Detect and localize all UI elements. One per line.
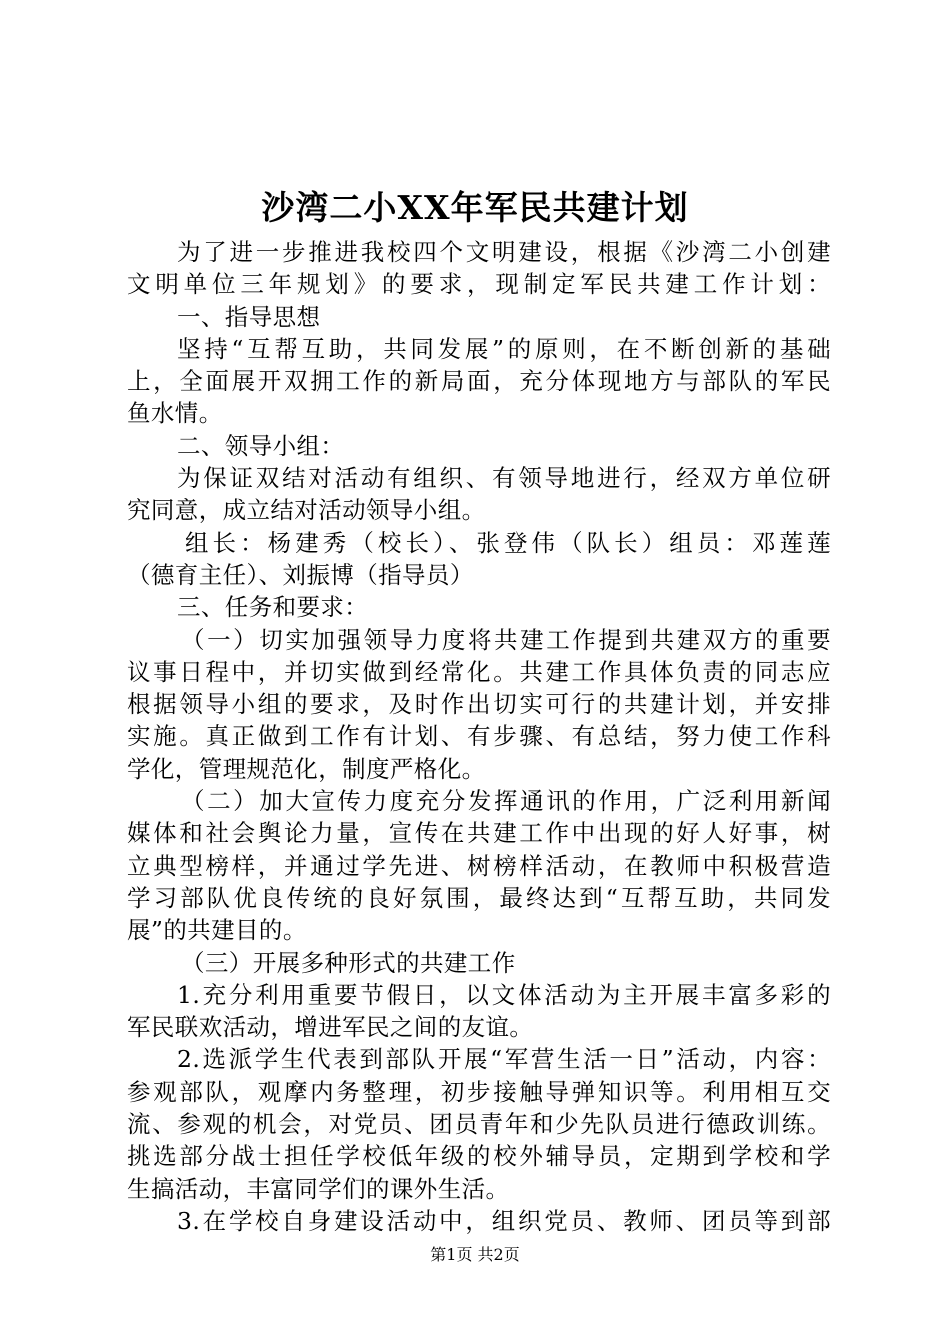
text-line: 坚持“互帮互助，共同发展”的原则，在不断创新的基础	[177, 334, 831, 363]
text-line: 究同意，成立结对活动领导小组。	[127, 496, 486, 525]
page-number-footer: 第1页 共2页	[430, 1245, 520, 1264]
document-body	[127, 236, 831, 1237]
text-line: 根据领导小组的要求，及时作出切实可行的共建计划，并安排	[127, 690, 831, 719]
text-line: （二）加大宣传力度充分发挥通讯的作用，广泛利用新闻	[181, 787, 831, 816]
text-line: 议事日程中，并切实做到经常化。共建工作具体负责的同志应	[127, 657, 831, 686]
text-line: 军民联欢活动，增进军民之间的友谊。	[127, 1013, 534, 1042]
text-line: 参观部队，观摩内务整理，初步接触导弹知识等。利用相互交	[127, 1077, 831, 1106]
section-heading: 一、指导思想	[177, 302, 321, 331]
text-line: 为了进一步推进我校四个文明建设，根据《沙湾二小创建	[177, 238, 831, 266]
text-line: 立典型榜样，并通过学先进、树榜样活动，在教师中积极营造	[127, 851, 831, 880]
text-line: 组长：杨建秀（校长）、张登伟（队长）组员：邓莲莲	[185, 528, 831, 557]
text-line: 2.选派学生代表到部队开展“军营生活一日”活动，内容：	[177, 1045, 831, 1074]
text-line: 学化，管理规范化，制度严格化。	[127, 754, 486, 783]
section-heading: 二、领导小组：	[177, 431, 345, 460]
text-line: 流、参观的机会，对党员、团员青年和少先队员进行德政训练。	[127, 1110, 831, 1139]
section-heading: （三）开展多种形式的共建工作	[181, 948, 516, 977]
text-line: 实施。真正做到工作有计划、有步骤、有总结，努力使工作科	[127, 722, 831, 751]
text-line: 展”的共建目的。	[127, 916, 307, 945]
text-line: 鱼水情。	[127, 399, 223, 428]
text-line: 3.在学校自身建设活动中，组织党员、教师、团员等到部	[177, 1206, 831, 1235]
text-line: 为保证双结对活动有组织、有领导地进行，经双方单位研	[177, 464, 831, 493]
text-line: 1.充分利用重要节假日，以文体活动为主开展丰富多彩的	[177, 980, 831, 1009]
section-heading: 三、任务和要求：	[177, 593, 369, 622]
text-line: 上，全面展开双拥工作的新局面，充分体现地方与部队的军民	[127, 367, 831, 396]
text-line: 学习部队优良传统的良好氛围，最终达到“互帮互助，共同发	[127, 883, 831, 912]
text-line: 文明单位三年规划》的要求，现制定军民共建工作计划：	[127, 270, 831, 299]
text-line: （德育主任）、刘振博（指导员）	[127, 560, 474, 589]
text-line: （一）切实加强领导力度将共建工作提到共建双方的重要	[181, 625, 831, 654]
document-title: 沙湾二小XX年军民共建计划	[261, 188, 689, 227]
text-line: 媒体和社会舆论力量，宣传在共建工作中出现的好人好事，树	[127, 819, 831, 848]
text-line: 挑选部分战士担任学校低年级的校外辅导员，定期到学校和学	[127, 1142, 831, 1171]
text-line: 生搞活动，丰富同学们的课外生活。	[127, 1174, 510, 1203]
